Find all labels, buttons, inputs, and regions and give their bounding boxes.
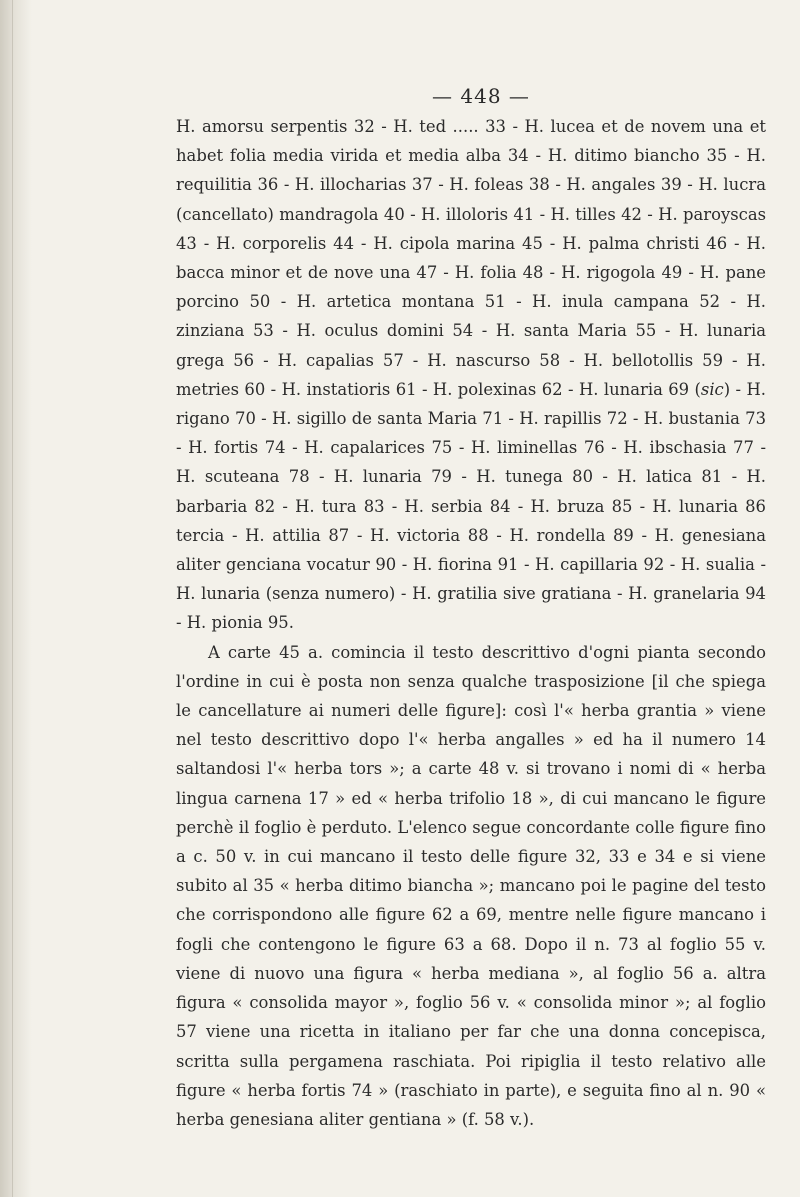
paragraph-description: A carte 45 a. comincia il testo descrittivo d'ogni pianta secondo l'ordine in cui è posta non senza qualche trasposizione [il che spiega le cancellature ai numeri delle figure]: così l'« herba grantia » viene nel testo descrittivo dopo l'« herba angalles » ed ha il numero 14 saltandosi l'« herba tors »; a carte 48 v. si trovano i nomi di « herba lingua carnena 17 » ed « herba trifolio 18 », di cui mancano le figure perchè il foglio è perduto. L'elenco segue concordante colle figure fino a c. 50 v. in cui mancano il testo delle figure 32, 33 e 34 e si viene subito al 35 « herba ditimo biancha »; mancano poi le pagine del testo che corrispondono alle figure 62 a 69, mentre nelle figure mancano i fogli che contengono le figure 63 a 68. Dopo il n. 73 al foglio 55 v. viene di nuovo una figura « herba mediana », al foglio 56 a. altra figura « consolida mayor », foglio 56 v. « consolida minor »; al foglio 57 viene una ricetta in italiano per far che una donna concepisca, scritta sulla pergamena raschiata. Poi ripiglia il testo relativo alle figure « herba fortis 74 » (raschiato in parte), e seguita fino al n. 90 « herba genesiana aliter gentiana » (f. 58 v.). — [176, 642, 766, 1129]
sic-note: sic — [700, 379, 724, 399]
herb-list-text: H. amorsu serpentis 32 - H. ted ..... 33 - H. lucea et de novem una et habet folia media virida et media alba 34 - H. ditimo biancho 35 - H. requilitia 36 - H. illocharias 37 - H. foleas 38 - H. angales 39 - H. lucra (cancellato) mandragola 40 - H. illoloris 41 - H. tilles 42 - H. paroyscas 43 - H. corporelis 44 - H. cipola marina 45 - H. palma christi 46 - H. bacca minor et de nove una 47 - H. folia 48 - H. rigogola 49 - H. pane porcino 50 - H. artetica montana 51 - H. inula campana 52 - H. zinziana 53 - H. oculus domini 54 - H. santa Maria 55 - H. lunaria grega 56 - H. capalias 57 - H. nascurso 58 - H. bellotollis 59 - H. metries 60 - H. instatioris 61 - H. polexinas 62 - H. lunaria 69 ( — [176, 117, 766, 399]
body-text — [176, 112, 766, 1134]
binding-edge — [12, 0, 13, 1197]
binding-gutter — [0, 0, 32, 1197]
page-number: — 448 — — [432, 84, 530, 108]
paragraph-herb-list — [176, 112, 766, 638]
herb-list-text-end: ) - H. rigano 70 - H. sigillo de santa Maria 71 - H. rapillis 72 - H. bustania 73 - H. fortis 74 - H. capalarices 75 - H. liminellas 76 - H. ibschasia 77 - H. scuteana 78 - H. lunaria 79 - H. tunega 80 - H. latica 81 - H. barbaria 82 - H. tura 83 - H. serbia 84 - H. bruza 85 - H. lunaria 86 tercia - H. attilia 87 - H. victoria 88 - H. rondella 89 - H. genesiana aliter genciana vocatur 90 - H. fiorina 91 - H. capillaria 92 - H. sualia - H. lunaria (senza numero) - H. gratilia sive gratiana - H. granelaria 94 - H. pionia 95. — [176, 379, 766, 633]
